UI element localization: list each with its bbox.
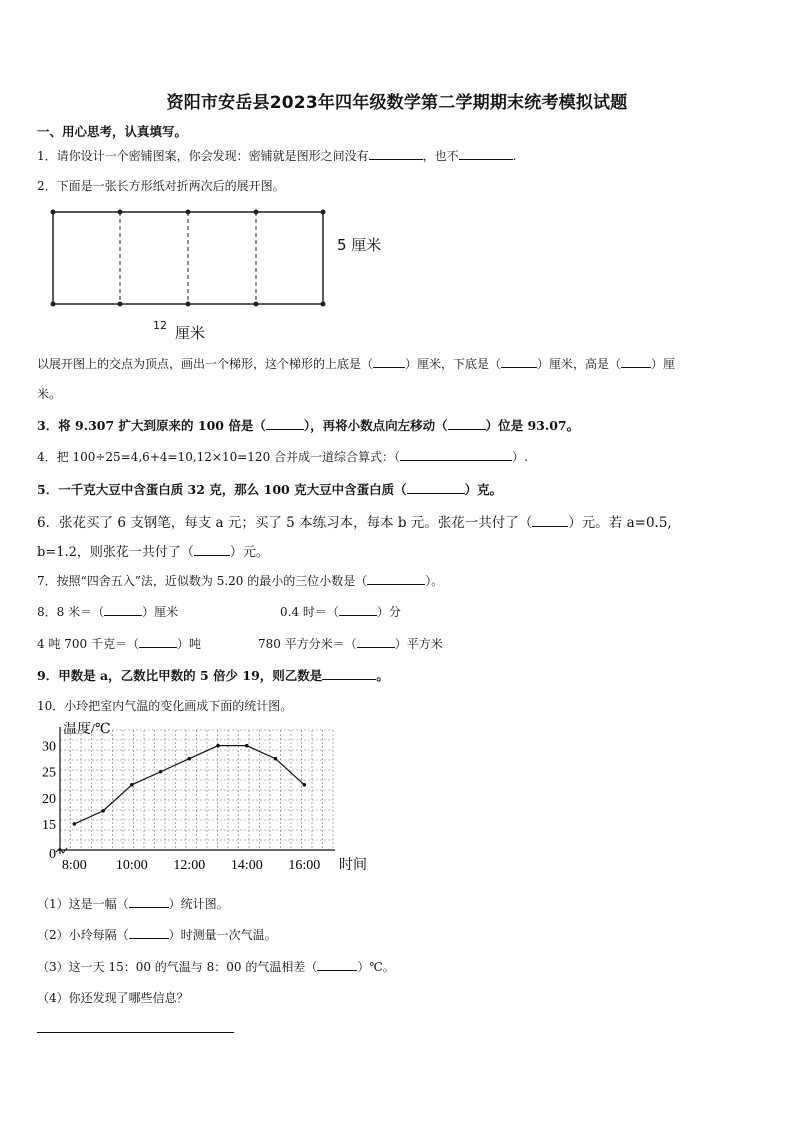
y-tick-label: 20 [42,791,56,807]
footer-rule [37,1032,234,1033]
question-8-row-2b [258,635,443,652]
q6-text-b: ）元。若 a=0.5, [568,515,672,531]
question-8-row-1b [280,603,401,620]
q8-text-f: ）吨 [176,637,201,651]
q10-s2-text-b: ）时测量一次气温。 [168,928,277,942]
q7-text-b: ）。 [425,574,444,588]
q8-text-a: 8．8 米＝（ [37,605,105,619]
question-8-row-2a [37,635,201,652]
q5-text-a: 5．一千克大豆中含蛋白质 32 克，那么 100 克大豆中含蛋白质（ [37,482,407,497]
q8-blank-2[interactable] [339,605,377,616]
q8-blank-3[interactable] [139,637,177,648]
q8-text-g: 780 平方分米＝（ [258,637,357,651]
question-8-row-1a [37,603,178,620]
q8-blank-4[interactable] [357,637,395,648]
q8-text-c: 0.4 时＝（ [280,605,339,619]
x-tick-label: 14:00 [230,858,263,873]
data-point [216,744,220,748]
q10-sub-1 [37,895,229,912]
chart-grid [60,730,333,850]
q10-sub-3 [37,958,395,975]
question-4 [37,448,528,465]
q6-blank-1[interactable] [532,516,568,527]
q2-trapezoid-line-1 [37,355,675,372]
q1-blank-1[interactable] [369,149,423,160]
data-point [130,783,134,787]
page-title: 资阳市安岳县2023年四年级数学第二学期期末统考模拟试题 [166,93,628,113]
q10-blank-2[interactable] [129,928,169,939]
q3-blank-1[interactable] [266,419,304,430]
question-6-line-1 [37,511,672,531]
q6-blank-2[interactable] [194,545,230,556]
x-tick-label: 8:00 [61,858,87,873]
q9-blank[interactable] [322,669,376,680]
q10-s1-text-b: ）统计图。 [168,897,229,911]
question-5 [37,480,502,498]
q2-text-c: ）厘米，高是（ [537,357,622,371]
q10-s2-text-a: （2）小玲每隔（ [37,928,129,942]
q4-text-b: ）. [512,450,528,464]
y-tick-label: 25 [42,765,56,781]
q6-text-c: b=1.2，则张花一共付了（ [37,545,194,560]
q1-text-b: ，也不 [422,149,459,163]
q2-trapezoid-line-2: 米。 [37,387,62,401]
data-point [159,770,163,774]
chart-series [73,744,306,826]
question-9 [37,666,389,684]
q10-s3-text-a: （3）这一天 15：00 的气温与 8：00 的气温相差（ [37,960,318,974]
height-label: 5 厘米 [337,236,382,254]
q2-blank-lower-base[interactable] [501,357,537,368]
q3-text-b: ），再将小数点向左移动（ [303,418,448,433]
y-axis-label: 温度/℃ [63,722,111,737]
data-point [188,757,192,761]
q10-blank-3[interactable] [317,960,357,971]
q3-text-c: ）位是 93.07。 [485,418,580,433]
q6-text-d: ）元。 [229,545,269,560]
question-10: 10．小玲把室内气温的变化画成下面的统计图。 [37,699,293,713]
question-7 [37,572,443,589]
q2-blank-upper-base[interactable] [373,357,405,368]
axis-break-mark [56,848,67,853]
width-label-number: 12 [153,319,167,332]
q7-text-a: 7．按照“四舍五入”法，近似数为 5.20 的最小的三位小数是（ [37,574,368,588]
q10-sub-4: （4）你还发现了哪些信息？ [37,991,189,1005]
q3-blank-2[interactable] [448,419,486,430]
q4-blank[interactable] [400,450,512,461]
x-axis-label: 时间 [339,858,367,873]
q1-text-a: 1．请你设计一个密铺图案，你会发现：密铺就是图形之间没有 [37,149,369,163]
q1-text-c: . [512,149,517,163]
y-tick-label: 15 [42,817,56,833]
q6-text-a: 6．张花买了 6 支钢笔，每支 a 元；买了 5 本练习本，每本 b 元。张花一共付了（ [37,515,533,531]
q5-blank[interactable] [407,483,465,494]
width-label-unit: 厘米 [175,324,206,342]
data-point [101,809,105,813]
y-tick-label: 30 [42,739,56,755]
q10-blank-1[interactable] [129,897,169,908]
q10-s3-text-b: ）℃。 [357,960,395,974]
data-point [302,783,306,787]
q2-blank-height[interactable] [621,357,651,368]
chart-axes [56,722,367,873]
chart-ticks [42,740,320,873]
question-1 [37,147,516,164]
q8-text-e: 4 吨 700 千克＝（ [37,637,139,651]
section-heading: 一、用心思考，认真填写。 [37,124,188,139]
temperature-line-chart [30,722,390,882]
q7-blank[interactable] [367,574,425,585]
q3-text-a: 3．将 9.307 扩大到原来的 100 倍是（ [37,418,266,433]
q2-text-b: ）厘米，下底是（ [405,357,502,371]
q8-text-h: ）平方米 [394,637,443,651]
q9-text-b: 。 [376,668,389,683]
question-2: 2．下面是一张长方形纸对折两次后的展开图。 [37,179,285,193]
y-tick-label: 0 [49,847,56,862]
q4-text-a: 4．把 100÷25=4,6+4=10,12×10=120 合并成一道综合算式：（ [37,450,401,464]
x-tick-label: 10:00 [115,858,148,873]
data-point [245,744,249,748]
q10-s1-text-a: （1）这是一幅（ [37,897,129,911]
question-6-line-2 [37,541,269,560]
q8-text-b: ）厘米 [142,605,179,619]
q2-text-d: ）厘 [651,357,676,371]
data-point [274,757,278,761]
x-tick-label: 12:00 [173,858,206,873]
x-tick-label: 16:00 [288,858,321,873]
unfolded-paper-figure [40,200,400,345]
data-point [73,822,77,826]
q1-blank-2[interactable] [459,149,513,160]
q8-text-d: ）分 [376,605,401,619]
q10-sub-2 [37,926,277,943]
q2-text-a: 以展开图上的交点为顶点，画出一个梯形，这个梯形的上底是（ [37,357,374,371]
q8-blank-1[interactable] [104,605,142,616]
question-3 [37,416,579,434]
q9-text-a: 9．甲数是 a，乙数比甲数的 5 倍少 19，则乙数是 [37,668,323,683]
q5-text-b: ）克。 [464,482,503,497]
